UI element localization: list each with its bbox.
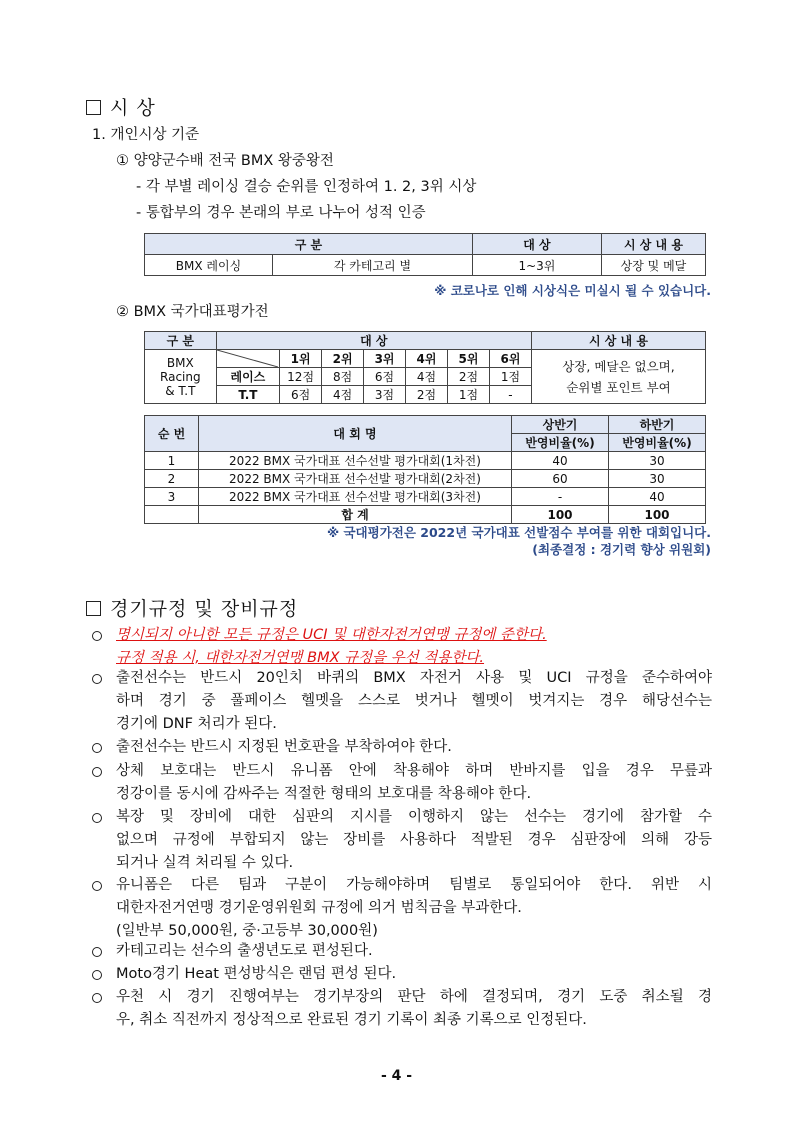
table-row <box>145 452 706 470</box>
table2-category-line: BMX <box>166 355 194 370</box>
table1-cell: 각 카테고리 별 <box>273 255 473 276</box>
circle-bullet-icon <box>92 767 102 777</box>
rules-b3-line: 정강이를 동시에 감싸주는 적절한 형태의 보호대를 착용해야 한다. <box>116 786 532 802</box>
table2-category-line: & T.T <box>165 383 196 398</box>
table2-tt-point: 2점 <box>406 386 448 404</box>
award-table-1 <box>144 233 706 276</box>
table1-cell: 1~3위 <box>472 255 601 276</box>
rules-b7-line: Moto경기 Heat 편성방식은 랜덤 편성 된다. <box>116 966 397 982</box>
rules-b1-line: 하며 경기 중 풀페이스 헬멧을 스스로 벗거나 헬멧이 벗겨지는 경우 해당선수는 <box>116 693 712 709</box>
table3-header-ratio: 반영비율(%) <box>512 434 609 452</box>
table2-header-category: 구 분 <box>145 332 217 350</box>
award-sub1-line-2: - 통합부의 경우 본래의 부로 나누어 성적 인증 <box>136 205 426 221</box>
table2-race-point: 8점 <box>322 368 364 386</box>
table-row <box>145 488 706 506</box>
table3-header-second: 하반기 <box>609 416 706 434</box>
table2-rank: 3위 <box>364 350 406 368</box>
rules-b8-line: 우천 시 경기 진행여부는 경기부장의 판단 하에 결정되며, 경기 도중 취소될 경 <box>116 989 712 1005</box>
table2-race-point: 12점 <box>280 368 322 386</box>
award-item-1: 1. 개인시상 기준 <box>92 127 200 143</box>
rules-b6-line: 카테고리는 선수의 출생년도로 편성된다. <box>116 943 373 959</box>
table2-category-cell <box>145 350 217 404</box>
table3-no: 3 <box>145 488 199 506</box>
table2-award-cell <box>531 350 705 404</box>
table3-no: 2 <box>145 470 199 488</box>
table3-second: 40 <box>609 488 706 506</box>
table2-award-line: 순위별 포인트 부여 <box>566 379 671 395</box>
table2-tt-label: T.T <box>216 386 279 404</box>
table3-total-second: 100 <box>609 506 706 524</box>
table3-header-ratio: 반영비율(%) <box>609 434 706 452</box>
table3-second: 30 <box>609 452 706 470</box>
table3-first: 60 <box>512 470 609 488</box>
rules-red-line-2: 규정 적용 시, 대한자전거연맹 BMX 규정을 우선 적용한다. <box>116 650 485 666</box>
table2-rank: 5위 <box>448 350 490 368</box>
table-row <box>145 470 706 488</box>
table2-header-award: 시 상 내 용 <box>531 332 705 350</box>
table3-total-first: 100 <box>512 506 609 524</box>
award-sub1-line-1: - 각 부별 레이싱 결승 순위를 인정하여 1. 2, 3위 시상 <box>136 179 477 195</box>
table1-header-award: 시 상 내 용 <box>601 234 705 255</box>
table3-header-no: 순 번 <box>145 416 199 452</box>
rules-section-title: 경기규정 및 장비규정 <box>86 594 298 621</box>
award-sub-2: ② BMX 국가대표평가전 <box>116 304 269 320</box>
table2-rank: 2위 <box>322 350 364 368</box>
table2-tt-point: - <box>489 386 531 404</box>
table2-rank: 4위 <box>406 350 448 368</box>
table2-tt-point: 1점 <box>448 386 490 404</box>
award-note-2: ※ 국대평가전은 2022년 국가대표 선발점수 부여를 위한 대회입니다. <box>326 525 711 540</box>
table2-header-target: 대 상 <box>216 332 531 350</box>
rules-b5-line: 유니폼은 다른 팀과 구분이 가능해야하며 팀별로 통일되어야 한다. 위반 시 <box>116 877 712 893</box>
table3-name: 2022 BMX 국가대표 선수선발 평가대회(1차전) <box>199 452 512 470</box>
table3-name: 2022 BMX 국가대표 선수선발 평가대회(2차전) <box>199 470 512 488</box>
table2-race-point: 2점 <box>448 368 490 386</box>
table2-tt-point: 4점 <box>322 386 364 404</box>
rules-b8-line: 우, 취소 직전까지 정상적으로 완료된 경기 기록이 최종 기록으로 인정된다. <box>116 1012 587 1028</box>
table2-tt-point: 6점 <box>280 386 322 404</box>
table2-diagonal-cell <box>216 350 279 368</box>
table2-category-line: Racing <box>160 369 201 384</box>
table2-award-line: 상장, 메달은 없으며, <box>562 358 675 374</box>
table3-header-name: 대 회 명 <box>199 416 512 452</box>
rules-b2-line: 출전선수는 반드시 지정된 번호판을 부착하여야 한다. <box>116 739 452 755</box>
circle-bullet-icon <box>92 743 102 753</box>
table2-race-point: 4점 <box>406 368 448 386</box>
circle-bullet-icon <box>92 674 102 684</box>
circle-bullet-icon <box>92 947 102 957</box>
rules-b4-line: 되거나 실격 처리될 수 있다. <box>116 855 294 871</box>
rules-b4-line: 없으며 규정에 부합되지 않는 장비를 사용하다 적발된 경우 심판장에 의해 강등 <box>116 832 712 848</box>
table3-header-first: 상반기 <box>512 416 609 434</box>
table2-race-point: 1점 <box>489 368 531 386</box>
table-total-row <box>145 506 706 524</box>
table2-rank: 1위 <box>280 350 322 368</box>
table3-second: 30 <box>609 470 706 488</box>
table2-race-label: 레이스 <box>216 368 279 386</box>
table3-first: - <box>512 488 609 506</box>
table3-first: 40 <box>512 452 609 470</box>
table1-cell: BMX 레이싱 <box>145 255 273 276</box>
circle-bullet-icon <box>92 631 102 641</box>
award-table-2 <box>144 331 706 404</box>
table2-tt-point: 3점 <box>364 386 406 404</box>
rules-b1-line: 경기에 DNF 처리가 된다. <box>116 716 277 732</box>
table3-total-blank <box>145 506 199 524</box>
rules-b5-line: 대한자전거연맹 경기운영위원회 규정에 의거 범칙금을 부과한다. <box>116 900 522 916</box>
rules-red-line-1: 명시되지 아니한 모든 규정은 UCI 및 대한자전거연맹 규정에 준한다. <box>116 627 547 643</box>
circle-bullet-icon <box>92 993 102 1003</box>
award-sub-1: ① 양양군수배 전국 BMX 왕중왕전 <box>116 153 334 169</box>
award-section-title: 시 상 <box>86 93 156 120</box>
checkbox-square-icon <box>86 601 101 616</box>
award-note-3: (최종결정 : 경기력 향상 위원회) <box>532 542 711 557</box>
table1-header-target: 대 상 <box>472 234 601 255</box>
table1-header-category: 구 분 <box>145 234 473 255</box>
table3-no: 1 <box>145 452 199 470</box>
circle-bullet-icon <box>92 970 102 980</box>
page-number: - 4 - <box>380 1068 413 1084</box>
checkbox-square-icon <box>86 100 101 115</box>
table2-rank: 6위 <box>489 350 531 368</box>
rules-b3-line: 상체 보호대는 반드시 유니폼 안에 착용해야 하며 반바지를 입을 경우 무릎과 <box>116 763 712 779</box>
rules-b4-line: 복장 및 장비에 대한 심판의 지시를 이행하지 않는 선수는 경기에 참가할 수 <box>116 809 712 825</box>
diagonal-line <box>217 350 278 367</box>
circle-bullet-icon <box>92 813 102 823</box>
award-table-3 <box>144 415 706 524</box>
table3-name: 2022 BMX 국가대표 선수선발 평가대회(3차전) <box>199 488 512 506</box>
rules-b5-line: (일반부 50,000원, 중·고등부 30,000원) <box>116 923 378 939</box>
award-note-1: ※ 코로나로 인해 시상식은 미실시 될 수 있습니다. <box>434 283 711 298</box>
table2-race-point: 6점 <box>364 368 406 386</box>
table3-total-label: 합 계 <box>199 506 512 524</box>
table1-cell: 상장 및 메달 <box>601 255 705 276</box>
circle-bullet-icon <box>92 881 102 891</box>
rules-b1-line: 출전선수는 반드시 20인치 바퀴의 BMX 자전거 사용 및 UCI 규정을 준수하여야 <box>116 670 712 686</box>
